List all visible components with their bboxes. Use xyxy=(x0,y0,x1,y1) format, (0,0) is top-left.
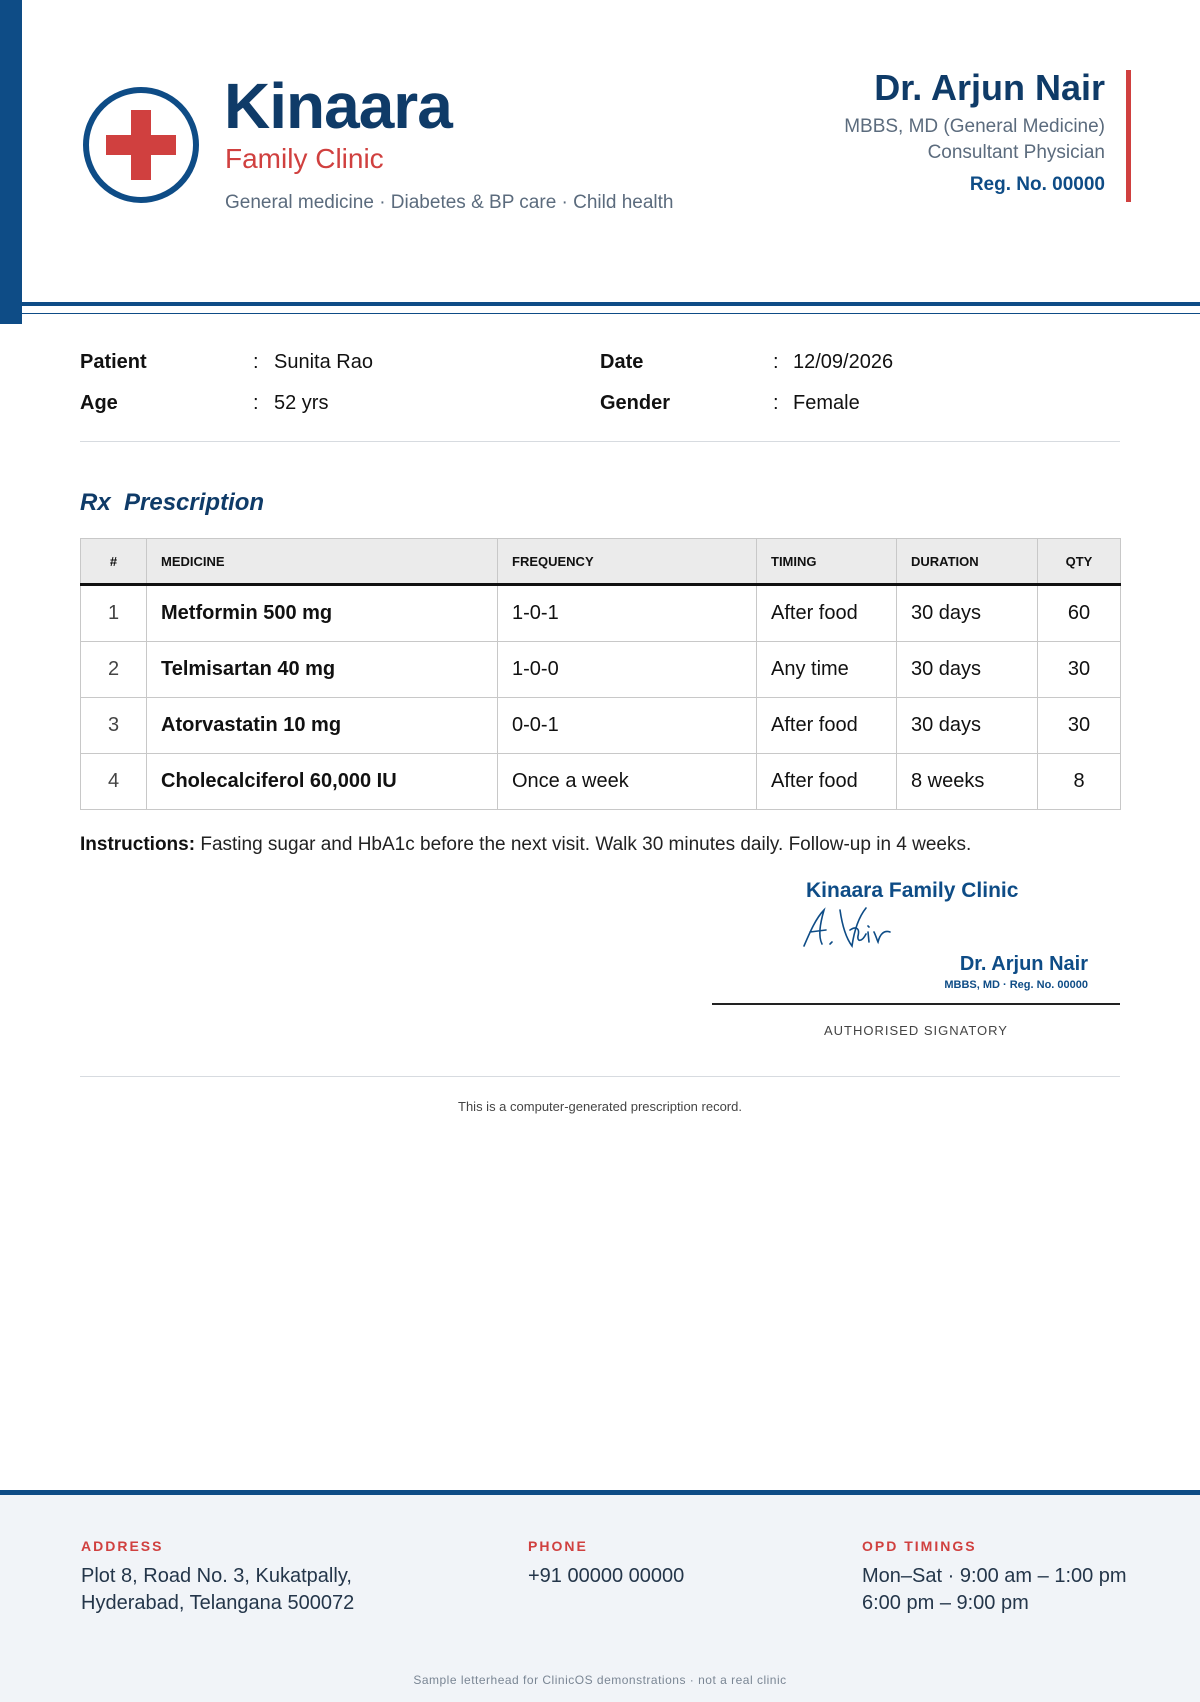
footer-timings xyxy=(862,1537,1127,1617)
prescription-title: Rx Prescription xyxy=(80,489,265,516)
date-colon: : xyxy=(773,351,779,373)
table-row xyxy=(81,754,1121,810)
instructions-text: Fasting sugar and HbA1c before the next visit. Walk 30 minutes daily. Follow-up in 4 weeks. xyxy=(200,834,972,855)
gender-label: Gender xyxy=(600,392,671,414)
row-medicine: Cholecalciferol 60,000 IU xyxy=(147,754,498,810)
prescription-table xyxy=(80,538,1121,810)
instructions-label: Instructions: xyxy=(80,834,196,855)
row-number: 3 xyxy=(81,698,147,754)
doctor-accent-bar xyxy=(1126,70,1131,202)
row-timing: After food xyxy=(757,698,897,754)
gender-value: Female xyxy=(793,392,860,414)
row-frequency: 0-0-1 xyxy=(498,698,757,754)
footer-address xyxy=(81,1537,354,1617)
date-value: 12/09/2026 xyxy=(793,351,894,373)
table-row xyxy=(81,585,1121,642)
age-label: Age xyxy=(80,392,118,414)
signature-line xyxy=(712,1003,1120,1005)
patient-colon: : xyxy=(253,351,259,373)
row-duration: 8 weeks xyxy=(897,754,1038,810)
age-value: 52 yrs xyxy=(274,392,329,414)
row-medicine: Metformin 500 mg xyxy=(147,585,498,642)
table-header-row xyxy=(81,539,1121,585)
table-row xyxy=(81,698,1121,754)
patient-info-divider xyxy=(80,441,1120,442)
doctor-block xyxy=(844,66,1105,198)
timings-label: OPD TIMINGS xyxy=(862,1538,977,1554)
timings-line-2: 6:00 pm – 9:00 pm xyxy=(862,1592,1029,1614)
date-label: Date xyxy=(600,351,644,373)
address-line-2: Hyderabad, Telangana 500072 xyxy=(81,1592,355,1614)
table-row xyxy=(81,642,1121,698)
row-timing: After food xyxy=(757,754,897,810)
clinic-subtitle: Family Clinic xyxy=(225,143,384,174)
address-text xyxy=(81,1563,354,1617)
doctor-name: Dr. Arjun Nair xyxy=(874,67,1105,108)
timings-text xyxy=(862,1563,1127,1617)
header-duration: DURATION xyxy=(897,539,1038,585)
row-duration: 30 days xyxy=(897,585,1038,642)
row-qty: 30 xyxy=(1038,642,1121,698)
signature-caption: AUTHORISED SIGNATORY xyxy=(824,1023,1008,1038)
patient-label: Patient xyxy=(80,351,147,373)
phone-number: +91 00000 00000 xyxy=(528,1565,685,1587)
red-cross-circle-icon xyxy=(82,86,200,204)
header-number: # xyxy=(81,539,147,585)
address-line-1: Plot 8, Road No. 3, Kukatpally, xyxy=(81,1565,352,1587)
row-frequency: Once a week xyxy=(498,754,757,810)
row-medicine: Atorvastatin 10 mg xyxy=(147,698,498,754)
header-timing: TIMING xyxy=(757,539,897,585)
phone-label: PHONE xyxy=(528,1538,588,1554)
timings-line-1: Mon–Sat · 9:00 am – 1:00 pm xyxy=(862,1565,1127,1587)
header-medicine: MEDICINE xyxy=(147,539,498,585)
left-accent-bar xyxy=(0,0,22,324)
row-frequency: 1-0-1 xyxy=(498,585,757,642)
clinic-tagline: General medicine · Diabetes & BP care · Child health xyxy=(225,192,674,213)
signature-meta: MBBS, MD · Reg. No. 00000 xyxy=(944,979,1088,991)
doctor-qualification: MBBS, MD (General Medicine) xyxy=(844,116,1105,137)
header-qty: QTY xyxy=(1038,539,1121,585)
patient-name: Sunita Rao xyxy=(274,351,373,373)
handwritten-signature xyxy=(800,902,900,952)
doctor-reg: Reg. No. 00000 xyxy=(969,174,1105,195)
footer-phone xyxy=(528,1537,684,1590)
gender-colon: : xyxy=(773,392,779,414)
row-timing: Any time xyxy=(757,642,897,698)
address-label: ADDRESS xyxy=(81,1538,164,1554)
row-qty: 30 xyxy=(1038,698,1121,754)
header-rule-thick xyxy=(22,302,1200,306)
signature-clinic-name: Kinaara Family Clinic xyxy=(806,879,1019,902)
row-frequency: 1-0-0 xyxy=(498,642,757,698)
signature-doctor-name: Dr. Arjun Nair xyxy=(959,953,1088,975)
age-colon: : xyxy=(253,392,259,414)
row-duration: 30 days xyxy=(897,698,1038,754)
row-qty: 60 xyxy=(1038,585,1121,642)
row-number: 1 xyxy=(81,585,147,642)
row-medicine: Telmisartan 40 mg xyxy=(147,642,498,698)
row-timing: After food xyxy=(757,585,897,642)
row-qty: 8 xyxy=(1038,754,1121,810)
note-divider xyxy=(80,1076,1120,1077)
row-duration: 30 days xyxy=(897,642,1038,698)
clinic-name: Kinaara xyxy=(224,70,452,142)
footer-disclaimer: Sample letterhead for ClinicOS demonstrations · not a real clinic xyxy=(413,1673,787,1687)
row-number: 2 xyxy=(81,642,147,698)
computer-generated-note: This is a computer-generated prescription record. xyxy=(458,1099,742,1114)
doctor-role: Consultant Physician xyxy=(927,142,1105,163)
instructions xyxy=(80,833,971,857)
row-number: 4 xyxy=(81,754,147,810)
header-rule-thin xyxy=(22,313,1200,314)
header-frequency: FREQUENCY xyxy=(498,539,757,585)
